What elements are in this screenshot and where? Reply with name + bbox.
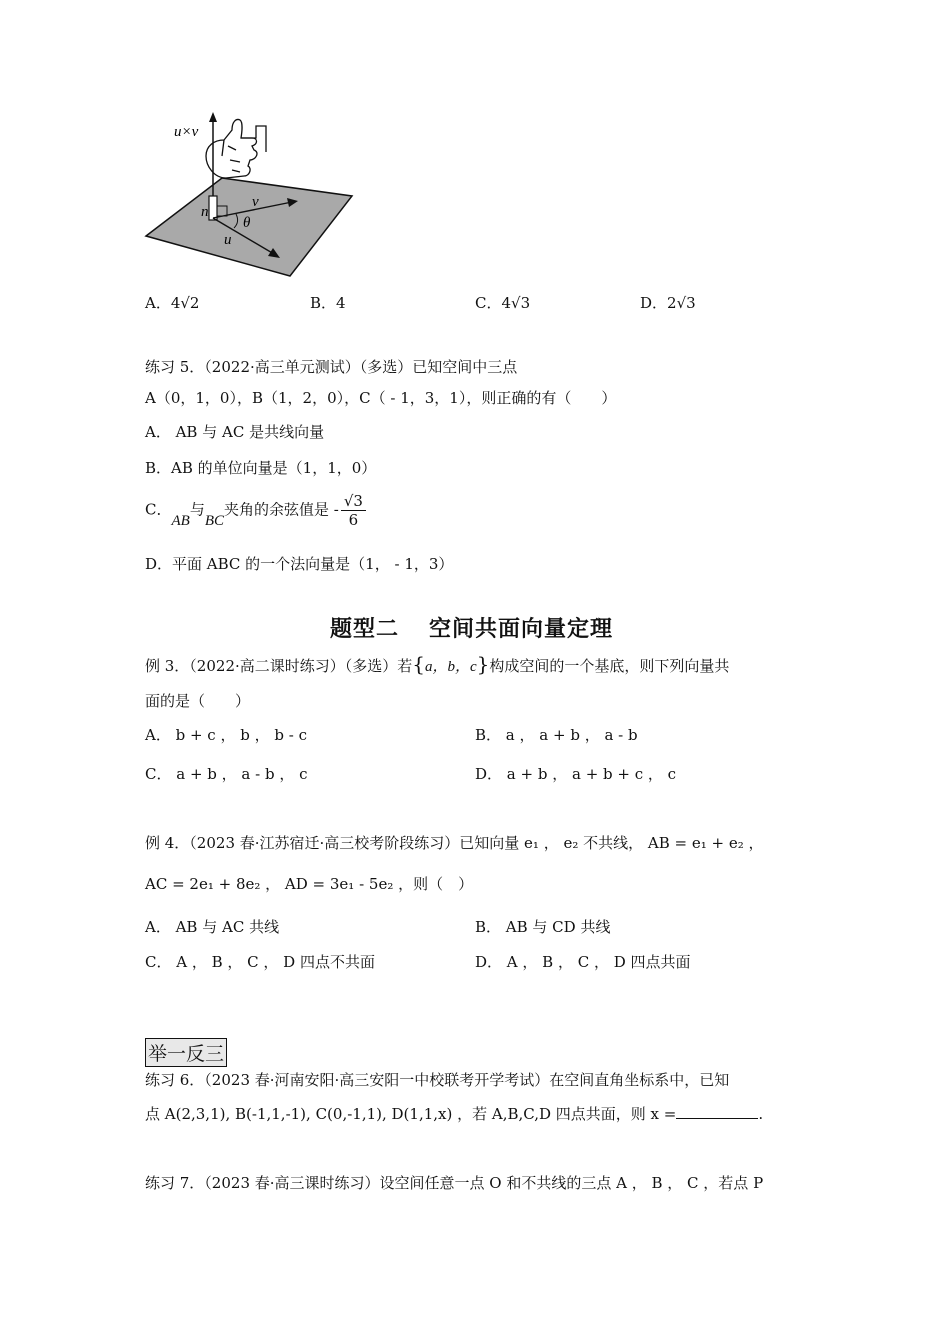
cross-product-figure	[140, 110, 360, 280]
ex6-line2	[145, 1103, 763, 1124]
section-title-a: 题型二	[330, 617, 400, 642]
right-brace-icon: }	[476, 652, 490, 676]
ex5-option-c	[145, 492, 366, 529]
ex5-c-ab: AB	[171, 512, 190, 529]
section-title-b: 空间共面向量定理	[429, 617, 614, 642]
practice-box-label: 举一反三	[145, 1038, 227, 1067]
ex6-line1: 练习 6．（2023 春·河南安阳·高三安阳一中校联考开学考试）在空间直角坐标系中，已知	[145, 1071, 730, 1089]
ex5-option-b: B．AB 的单位向量是（1，1，0）	[145, 459, 377, 477]
section-title	[330, 612, 613, 643]
normal-vector-n	[209, 196, 217, 220]
eg3-basis: a，b，c	[425, 659, 477, 675]
label-v: v	[252, 194, 259, 210]
prev-option-a: A．4√2	[145, 294, 200, 312]
prev-option-c: C．4√3	[475, 294, 531, 312]
ex5-c-label: C．	[145, 500, 172, 519]
eg3-line2: 面的是（ ）	[145, 692, 251, 710]
ex5-option-a: A． AB 与 AC 是共线向量	[145, 423, 325, 441]
eg4-option-c: C． A ， B ， C ， D 四点不共面	[145, 953, 375, 971]
eg4-line2: AC = 2e₁ + 8e₂ ， AD = 3e₁ - 5e₂ ，则（ ）	[145, 875, 474, 893]
eg3-line1	[145, 652, 729, 676]
eg3-pre: 例 3．（2022·高二课时练习）（多选）若	[145, 657, 413, 675]
ex5-c-den: 6	[348, 511, 359, 529]
label-n: n	[201, 204, 209, 220]
label-uxv: u×v	[174, 124, 199, 140]
eg3-option-d: D． a + b ， a + b + c ， c	[475, 765, 677, 783]
prev-option-d: D．2√3	[640, 294, 696, 312]
ex5-points: A（0，1，0），B（1，2，0），C（ - 1，3，1），则正确的有（ ）	[145, 389, 617, 407]
ex5-c-mid: 与	[189, 500, 205, 519]
axis-arrowhead	[209, 112, 217, 122]
ex6-line2-end: .	[758, 1105, 764, 1123]
eg4-line1: 例 4．（2023 春·江苏宿迁·高三校考阶段练习）已知向量 e₁ ， e₂ 不共线， AB = e₁ + e₂ ，	[145, 834, 764, 852]
prev-option-b: B．4	[310, 294, 346, 312]
left-brace-icon: {	[412, 652, 425, 676]
eg4-option-b: B． AB 与 CD 共线	[475, 918, 611, 936]
answer-blank[interactable]	[676, 1104, 758, 1119]
practice-heading	[145, 1038, 227, 1067]
ex5-option-d: D．平面 ABC 的一个法向量是（1， - 1，3）	[145, 555, 454, 573]
eg3-option-b: B． a ， a + b ， a - b	[475, 726, 638, 744]
ex7-line1: 练习 7．（2023 春·高三课时练习）设空间任意一点 O 和不共线的三点 A ， B ， C ，若点 P	[145, 1174, 764, 1192]
ex5-c-bc: BC	[204, 512, 224, 529]
eg3-option-c: C． a + b ， a - b ， c	[145, 765, 308, 783]
ex6-line2-text: 点 A(2,3,1), B(-1,1,-1), C(0,-1,1), D(1,1,x) ，若 A,B,C,D 四点共面，则 x =	[145, 1105, 677, 1123]
ex5-c-num: √3	[341, 492, 366, 511]
ex5-c-text: 夹角的余弦值是 -	[224, 500, 339, 519]
label-u: u	[224, 232, 232, 248]
eg4-option-a: A． AB 与 AC 共线	[145, 918, 280, 936]
right-hand-icon	[206, 119, 266, 178]
label-theta: θ	[243, 215, 251, 231]
ex5-c-fraction	[341, 492, 366, 529]
eg4-option-d: D． A ， B ， C ， D 四点共面	[475, 953, 691, 971]
eg3-post: 构成空间的一个基底，则下列向量共	[489, 657, 730, 675]
ex5-heading: 练习 5．（2022·高三单元测试）（多选）已知空间中三点	[145, 358, 518, 376]
eg3-option-a: A． b + c ， b ， b - c	[145, 726, 307, 744]
